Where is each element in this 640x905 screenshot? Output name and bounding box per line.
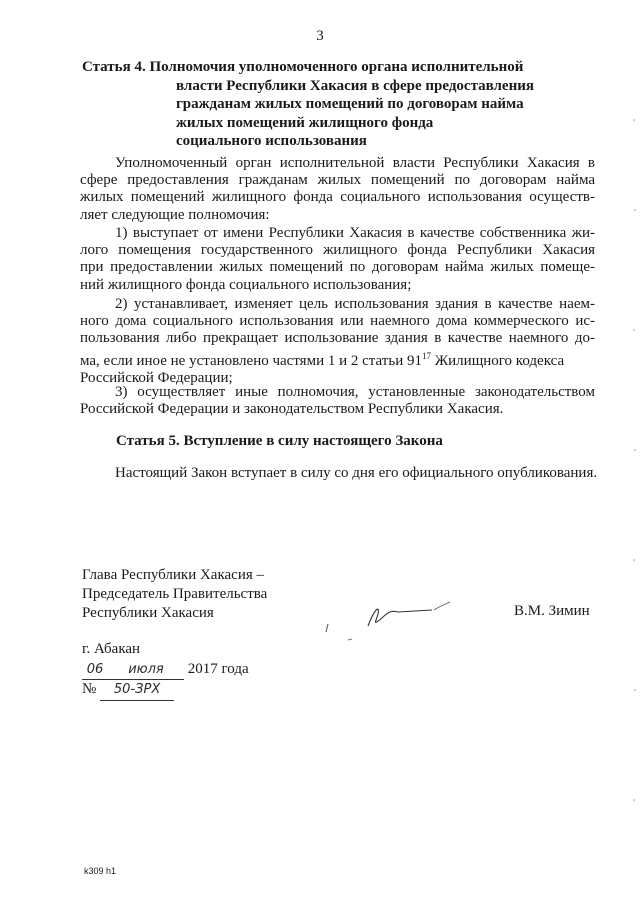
- date-year: 2017 года: [187, 660, 249, 677]
- law-number: 50-ЗРХ: [100, 680, 174, 701]
- text-fragment: ма, если иное не установлено частями 1 и 2 статьи 91: [80, 352, 422, 369]
- article-4-heading-line: власти Республики Хакасия в сфере предоставления: [176, 77, 534, 94]
- footer-code: k309 h1: [84, 866, 117, 876]
- article-4-heading-line: жилых помещений жилищного фонда: [176, 114, 434, 131]
- scan-artifacts: [628, 0, 640, 905]
- place: г. Абакан: [82, 641, 141, 657]
- text-line: ного дома социального использования или наемного дома коммерческого ис-: [80, 313, 595, 330]
- text-line: при предоставлении жилых помещений по договорам найма жилых помеще-: [80, 259, 595, 276]
- text-fragment: Жилищного кодекса: [430, 352, 565, 369]
- text-line: 1) выступает от имени Республики Хакасия в качестве собственника жи-: [115, 225, 595, 241]
- signatory-title-line: Республики Хакасия: [82, 605, 214, 621]
- text-line: Российской Федерации;: [80, 369, 233, 386]
- number-sign: №: [82, 681, 97, 697]
- place-date-block: [82, 640, 249, 701]
- text-line: Российской Федерации и законодательством Республики Хакасия.: [80, 401, 504, 418]
- handwritten-signature: [322, 596, 472, 644]
- text-line: Уполномоченный орган исполнительной власти Республики Хакасия в: [115, 155, 595, 171]
- text-line: лого помещения государственного жилищного фонда Республики Хакасия: [80, 242, 595, 259]
- article-4-item-2: [80, 296, 595, 387]
- signatory-title: [82, 566, 267, 623]
- superscript: 17: [421, 350, 431, 361]
- law-number-line: [82, 680, 249, 701]
- article-4-item-1: [80, 225, 595, 294]
- signer-name: В.М. Зимин: [514, 603, 590, 619]
- text-line: ляет следующие полномочия:: [80, 206, 270, 223]
- signatory-title-line: Глава Республики Хакасия –: [82, 567, 265, 583]
- text-line: пользования либо прекращает использование здания в качестве наемного до-: [80, 330, 595, 347]
- article-4-item-3: [80, 384, 595, 418]
- signatory-title-line: Председатель Правительства: [82, 586, 268, 602]
- text-line: [80, 348, 595, 370]
- article-4-heading-line: гражданам жилых помещений по договорам найма: [176, 96, 524, 112]
- article-4-heading: [82, 58, 602, 151]
- date-month: июля: [108, 660, 184, 681]
- article-4-intro-paragraph: [80, 155, 595, 224]
- article-4-heading-line: социального использования: [176, 133, 367, 149]
- text-line: жилых помещений жилищного фонда социального использования осуществ-: [80, 189, 595, 206]
- text-line: Настоящий Закон вступает в силу со дня его официального опубликования.: [115, 465, 598, 481]
- article-5-text: [80, 465, 598, 482]
- date-line: [82, 660, 249, 681]
- article-5-heading: Статья 5. Вступление в силу настоящего Закона: [116, 433, 443, 449]
- date-day: 06: [82, 660, 108, 681]
- text-line: 2) устанавливает, изменяет цель использования здания в качестве наем-: [115, 296, 595, 312]
- text-line: ний жилищного фонда социального использования;: [80, 276, 412, 293]
- article-4-heading-line: Статья 4. Полномочия уполномоченного органа исполнительной: [82, 59, 524, 75]
- text-line: 3) осуществляет иные полномочия, установленные законодательством: [115, 384, 595, 400]
- page-number: 3: [316, 28, 324, 44]
- text-line: сфере предоставления гражданам жилых помещений по договорам найма: [80, 172, 595, 189]
